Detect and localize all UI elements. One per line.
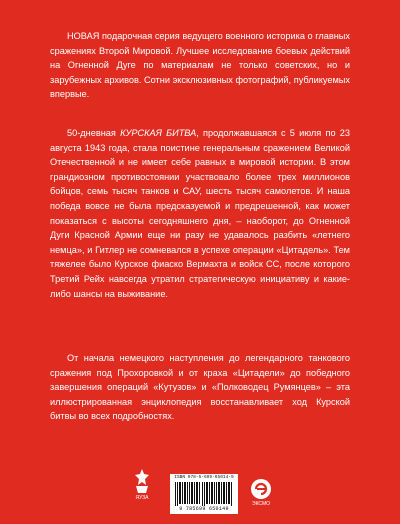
paragraph-2-lead: 50-дневная [67,128,116,138]
barcode-bars-icon [175,482,233,506]
paragraph-2-emphasis: КУРСКАЯ БИТВА [120,128,197,138]
yauza-logo-icon [132,468,152,502]
annotation-paragraph-3 [50,351,350,424]
barcode-number: 9 785699 650149 [179,506,229,512]
eksmo-logo-icon [250,478,272,507]
isbn-label: ISBN 978-5-699-65014-9 [174,475,234,480]
paragraph-3-text: От начала немецкого наступления до легендарного танкового сражения под Прохоровкой и от краха «Цитадели» до победного завершения операций «Кутузов» и «Полководец Румянцев» – эта иллюстрированная энциклопедия восстанавливает ход Курской битвы во всех подробностях. [50,353,350,422]
annotation-paragraph-2 [50,126,350,301]
barcode [170,474,238,514]
paragraph-1-lead: НОВАЯ [67,31,100,41]
paragraph-1-text: подарочная серия ведущего военного историка о главных сражениях Второй Мировой. Лучшее исследование боевых действий на Огненной Дуге по материалам не только советских, но и зарубежных архивов. Сотни эксклюзивных фотографий, публикуемых впервые. [50,31,350,100]
annotation-paragraph-1 [50,29,350,102]
back-cover-footer [0,430,400,524]
eksmo-logo-text: ЭКСМО [251,501,271,507]
yauza-logo-text: ЯУЗА [135,495,149,501]
paragraph-2-text: , продолжавшаяся с 5 июля по 23 августа 1943 года, стала поистине генеральным сражением Великой Отечественной и не имеет себе равных в мировой истории. В этом грандиозном противостоянии участвовало более трех миллионов бойцов, семь тысяч танков и САУ, шесть тысяч самолетов. И наша победа вовсе не была предсказуемой и предрешенной, как может показаться с высоты сегодняшнего дня, – наоборот, до Огненной Дуги Красной Армии еще ни разу не удавалось разбить «летнего немца», и Гитлер не сомневался в успехе операции «Цитадель». Тем тяжелее было Курское фиаско Вермахта и войск СС, после которого Третий Рейх навсегда утратил стратегическую инициативу и какие-либо шансы на выживание. [50,128,350,299]
